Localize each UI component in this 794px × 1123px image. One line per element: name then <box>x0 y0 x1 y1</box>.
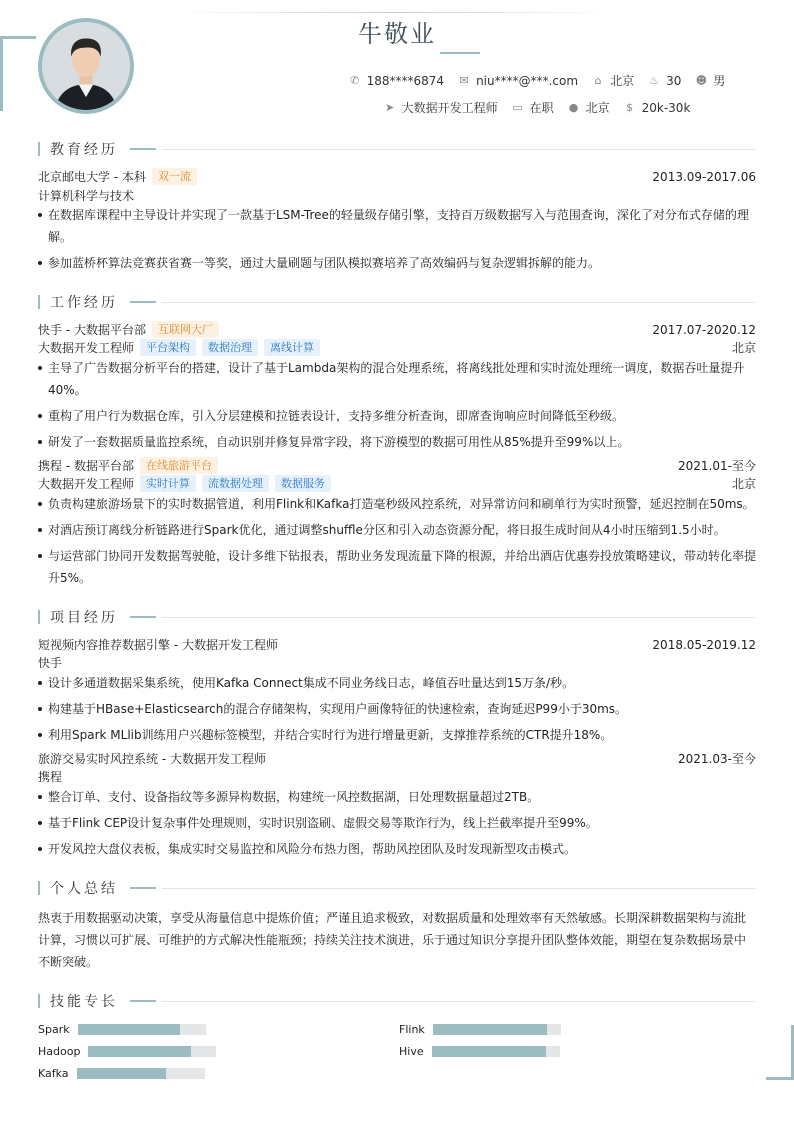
list-item: 负责构建旅游场景下的实时数据管道，利用Flink和Kafka打造毫秒级风控系统，对异常访问和刷单行为实时预警，延迟控制在50ms。 <box>38 493 756 515</box>
home-icon: ⌂ <box>594 73 602 87</box>
work-1-header: 携程 - 数据平台部 在线旅游平台 2021.01-至今 <box>38 459 756 473</box>
phone-item: ✆ 188****6874 <box>350 73 445 88</box>
skill-item: Spark <box>38 1023 206 1036</box>
mail-icon: ✉ <box>459 73 469 87</box>
section-title-work: 工作经历 <box>38 293 756 311</box>
education-date: 2013.09-2017.06 <box>652 169 756 184</box>
skill-level-bar <box>432 1046 546 1057</box>
list-item: 在数据库课程中主导设计并实现了一款基于LSM-Tree的轻量级存储引擎，支持百万级数据写入与范围查询，深化了对分布式存储的理解。 <box>38 204 756 248</box>
list-item: 基于Flink CEP设计复杂事件处理规则，实时识别盗刷、虚假交易等欺诈行为，线上拦截率提升至99%。 <box>38 812 756 834</box>
name-underline <box>440 52 480 54</box>
list-item: 重构了用户行为数据仓库，引入分层建模和拉链表设计，支持多维分析查询，即席查询响应时间降低至秒级。 <box>38 405 756 427</box>
skill-tag: 平台架构 <box>140 339 196 356</box>
header-top-rule <box>175 12 615 13</box>
summary-text: 热衷于用数据驱动决策，享受从海量信息中提炼价值；严谨且追求极致，对数据质量和处理效率有天然敏感。长期深耕数据架构与流批计算，习惯以可扩展、可维护的方式解决性能瓶颈；持续关注技术演进，乐于通过知识分享提升团队整体效能，期望在复杂数据场景中不断突破。 <box>38 911 747 969</box>
age-item: ♨ 30 <box>649 73 682 88</box>
list-item: 与运营部门协同开发数据驾驶舱，设计多维下钻报表，帮助业务发现流量下降的根源，并给出酒店优惠券投放策略建议，带动转化率提升5%。 <box>38 545 756 589</box>
list-item: 开发风控大盘仪表板，集成实时交易监控和风险分布热力图，帮助风控团队及时发现新型攻击模式。 <box>38 838 756 860</box>
target-job-item: ➤ 大数据开发工程师 <box>384 100 498 115</box>
location-icon: ● <box>568 100 579 114</box>
section-title-skills: 技能专长 <box>38 992 756 1010</box>
skill-level-bar <box>77 1068 167 1079</box>
project-1-org: 携程 <box>38 770 63 784</box>
work-0-role: 大数据开发工程师 平台架构 数据治理 离线计算 北京 <box>38 341 756 355</box>
list-item: 对酒店预订离线分析链路进行Spark优化，通过调整shuffle分区和引入动态资源分配，将日报生成时间从4小时压缩到1.5小时。 <box>38 519 756 541</box>
skill-level-bar <box>88 1046 190 1057</box>
skill-item: Kafka <box>38 1067 205 1080</box>
corner-decoration-bottom-right <box>766 1025 794 1080</box>
cake-icon: ♨ <box>649 73 660 87</box>
money-icon: $ <box>626 100 634 114</box>
section-title-summary: 个人总结 <box>38 879 756 897</box>
project-1-header: 旅游交易实时风控系统 - 大数据开发工程师 2021.03-至今 <box>38 752 756 766</box>
skill-tag: 数据治理 <box>202 339 258 356</box>
skill-tag: 实时计算 <box>140 475 196 492</box>
home-item: ⌂ 北京 <box>592 72 634 89</box>
list-item: 参加蓝桥杯算法竞赛获省赛一等奖，通过大量刷题与团队模拟赛培养了高效编码与复杂逻辑拆解的能力。 <box>38 252 756 274</box>
list-item: 研发了一套数据质量监控系统，自动识别并修复异常字段，将下游模型的数据可用性从85%提升至99%以上。 <box>38 431 756 453</box>
section-title-education: 教育经历 <box>38 140 756 158</box>
job-intention-row <box>140 99 794 116</box>
list-item: 主导了广告数据分析平台的搭建，设计了基于Lambda架构的混合处理系统，将离线批处理和实时流处理统一调度，数据吞吐量提升40%。 <box>38 357 756 401</box>
candidate-name: 牛敬业 <box>358 20 436 48</box>
skill-tag: 流数据处理 <box>202 475 269 492</box>
list-item: 整合订单、支付、设备指纹等多源异构数据，构建统一风控数据湖，日处理数据量超过2TB。 <box>38 786 756 808</box>
send-icon: ➤ <box>384 100 395 114</box>
salary-item: $ 20k-30k <box>624 101 691 115</box>
list-item: 利用Spark MLlib训练用户兴趣标签模型，并结合实时行为进行增量更新，支撑推荐系统的CTR提升18%。 <box>38 724 756 746</box>
education-header: 北京邮电大学 - 本科 双一流 2013.09-2017.06 <box>38 169 756 184</box>
status-item: ▭ 在职 <box>512 100 554 115</box>
target-city-item: ● 北京 <box>568 100 610 115</box>
skill-tag: 离线计算 <box>264 339 320 356</box>
work-0-header: 快手 - 大数据平台部 互联网大厂 2017.07-2020.12 <box>38 322 756 337</box>
list-item: 构建基于HBase+Elasticsearch的混合存储架构，实现用户画像特征的快速检索，查询延迟P99小于30ms。 <box>38 698 756 720</box>
phone-icon: ✆ <box>350 73 360 87</box>
skill-item: Hive <box>399 1045 560 1058</box>
project-0-org: 快手 <box>38 656 63 670</box>
education-tag: 双一流 <box>152 168 197 185</box>
skill-tag: 数据服务 <box>275 475 331 492</box>
education-major: 计算机科学与技术 <box>38 189 135 203</box>
skill-item: Hadoop <box>38 1045 216 1058</box>
section-title-projects: 项目经历 <box>38 608 756 626</box>
skill-item: Flink <box>399 1023 561 1036</box>
skill-level-bar <box>78 1024 180 1035</box>
briefcase-icon: ▭ <box>512 100 523 114</box>
company-tag: 互联网大厂 <box>152 321 219 338</box>
project-0-header: 短视频内容推荐数据引擎 - 大数据开发工程师 2018.05-2019.12 <box>38 637 756 652</box>
gender-item: ☻ 男 <box>695 73 726 88</box>
contact-row <box>140 72 794 89</box>
person-icon: ☻ <box>695 73 708 87</box>
list-item: 设计多通道数据采集系统，使用Kafka Connect集成不同业务线日志，峰值吞吐量达到15万条/秒。 <box>38 672 756 694</box>
work-1-role: 大数据开发工程师 实时计算 流数据处理 数据服务 北京 <box>38 477 756 491</box>
email-item: ✉ niu****@***.com <box>459 73 579 88</box>
company-tag: 在线旅游平台 <box>140 457 218 474</box>
skill-level-bar <box>433 1024 547 1035</box>
